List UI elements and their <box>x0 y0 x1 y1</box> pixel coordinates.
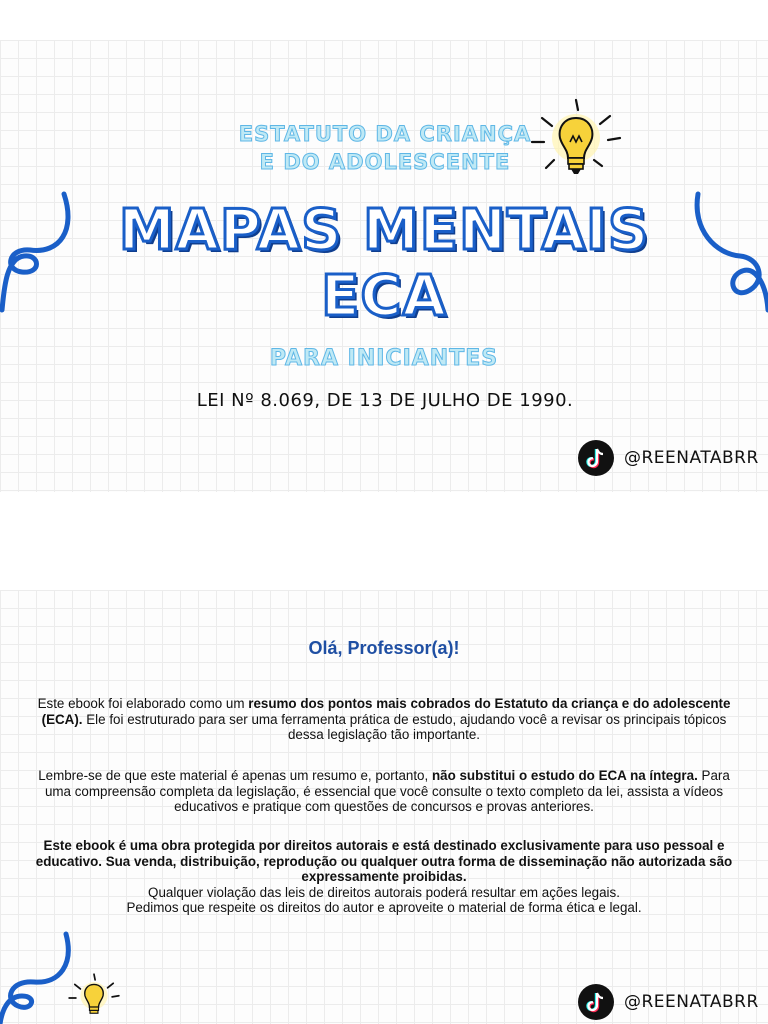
social-handle-text: @REENATABRR <box>624 448 759 468</box>
greeting-heading: Olá, Professor(a)! <box>308 638 460 658</box>
squiggle-left-decoration <box>0 190 80 320</box>
copyright-notice <box>34 838 734 916</box>
squiggle-right-decoration <box>690 190 768 320</box>
copyright-notice-line2: Pedimos que respeite os direitos do autor e aproveite o material de forma ética e legal. <box>126 900 642 916</box>
paragraph-2-text-end: Para uma compreensão completa da legislação, é essencial que você consulte o texto completo da lei, assista a vídeos educativos e pratique com questões de concursos e provas anteriores. <box>44 768 730 815</box>
paragraph-1-highlight: resumo dos pontos mais cobrados do Estatuto da criança e do adolescente (ECA). <box>41 696 731 727</box>
lightbulb-icon <box>64 972 124 1024</box>
copyright-notice-bold: Este ebook é uma obra protegida por direitos autorais e está destinado exclusivamente para uso pessoal e educativo. Sua venda, distribuição, reprodução ou qualquer outra forma de disseminação não autorizada são expressamente proibidas. <box>35 838 733 885</box>
paragraph-1-text-end: Ele foi estruturado para ser uma ferramenta prática de estudo, ajudando você a revisar os principais tópicos dessa legislação tão importante. <box>82 711 727 743</box>
social-handle-intro[interactable] <box>578 984 759 1020</box>
cover-subtitle-line2: E DO ADOLESCENTE <box>259 150 511 174</box>
paragraph-2-text: Lembre-se de que este material é apenas um resumo e, portanto, <box>38 768 432 783</box>
cover-tagline: PARA INICIANTES <box>269 346 499 371</box>
paragraph-1-text: Este ebook foi elaborado como um <box>37 696 249 711</box>
social-handle-cover[interactable] <box>578 440 759 476</box>
cover-page <box>0 40 768 492</box>
law-reference: LEI Nº 8.069, DE 13 DE JULHO DE 1990. <box>196 390 574 411</box>
copyright-notice-line1: Qualquer violação das leis de direitos autorais poderá resultar em ações legais. <box>148 884 620 900</box>
social-handle-text: @REENATABRR <box>624 992 759 1012</box>
tiktok-icon <box>578 440 614 476</box>
cover-title-line1: MAPAS MENTAIS <box>118 198 650 263</box>
paragraph-2-highlight: não substitui o estudo do ECA na íntegra. <box>431 768 698 783</box>
tiktok-icon <box>578 984 614 1020</box>
intro-page <box>0 590 768 1024</box>
cover-title-line2: ECA <box>321 264 447 329</box>
cover-subtitle-line1: ESTATUTO DA CRIANÇA <box>238 122 532 146</box>
intro-paragraph-2 <box>34 768 734 815</box>
intro-paragraph-1 <box>34 696 734 743</box>
